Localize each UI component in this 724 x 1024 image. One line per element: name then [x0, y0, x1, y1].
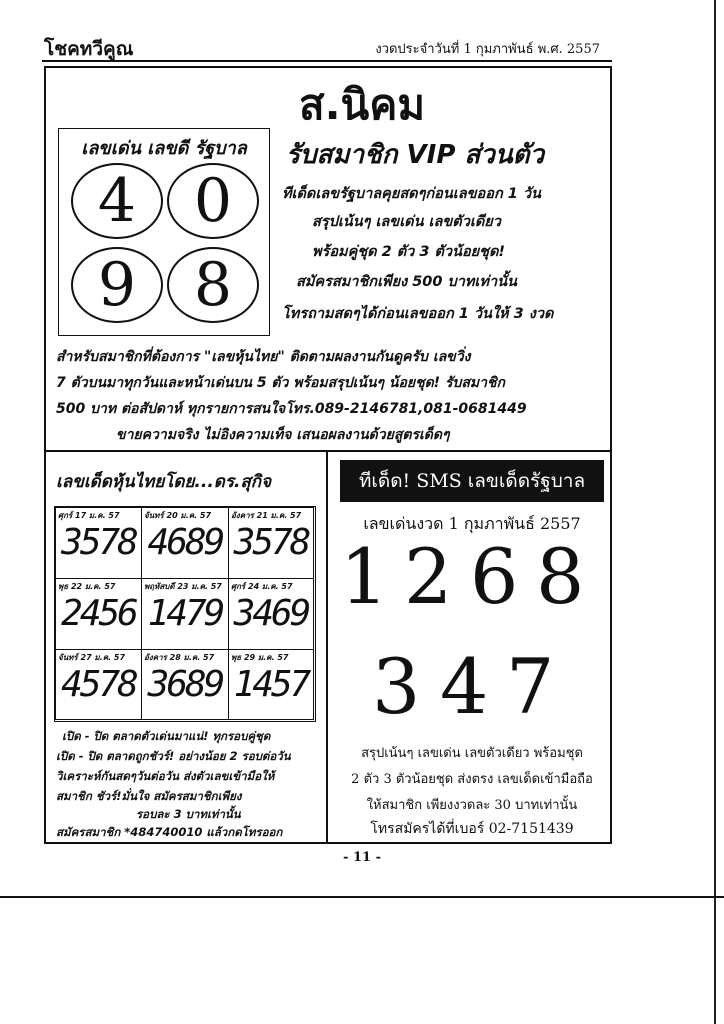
stock-cell [228, 578, 314, 650]
sms-digit: 7 [506, 642, 555, 731]
stock-cell [55, 578, 142, 650]
page-edge-line [714, 0, 716, 1024]
lucky-box-title: เลขเด่น เลขดี รัฐบาล [81, 138, 247, 159]
cell-date: พฤหัสบดี 23 ม.ค. 57 [144, 582, 222, 591]
sms-digit: 3 [372, 642, 421, 731]
vip-line: ทีเด็ดเลขรัฐบาลคุยสดๆก่อนเลขออก 1 วัน [282, 186, 541, 202]
cell-date: พุธ 22 ม.ค. 57 [58, 582, 116, 591]
cell-date: ศุกร์ 24 ม.ค. 57 [231, 582, 293, 591]
section-divider [44, 450, 612, 452]
sms-line: 2 ตัว 3 ตัวน้อยชุด ส่งตรง เลขเด็ดเข้ามือถือ [351, 772, 593, 787]
cell-date: อังคาร 28 ม.ค. 57 [144, 653, 215, 662]
stock-cell [141, 507, 229, 579]
page-bottom-rule [0, 896, 724, 898]
sms-phone-line: โทรสมัครได้ที่เบอร์ 02-7151439 [370, 821, 574, 837]
vip-line: โทรถามสดๆได้ก่อนเลขออก 1 วันให้ 3 งวด [282, 306, 554, 322]
cell-date: อังคาร 21 ม.ค. 57 [231, 511, 302, 520]
vip-line: พร้อมคู่ชุด 2 ตัว 3 ตัวน้อยชุด! [312, 244, 506, 260]
cell-number: 1479 [147, 593, 223, 634]
stock-cell [228, 649, 314, 720]
sms-banner: ทีเด็ด! SMS เลขเด็ดรัฐบาล [340, 460, 604, 502]
stock-cell [141, 578, 229, 650]
sms-date-line: เลขเด่นงวด 1 กุมภาพันธ์ 2557 [363, 514, 581, 533]
stock-box-line: เปิด - ปิด ตลาดตัวเด่นมาแน่! ทุกรอบคู่ชุด [62, 729, 271, 743]
sms-line: ให้สมาชิก เพียงงวดละ 30 บาทเท่านั้น [366, 798, 578, 813]
stock-cell [55, 507, 142, 579]
sms-digit: 1 [340, 532, 389, 621]
stock-cell [228, 507, 314, 579]
lucky-digit: 0 [167, 163, 259, 239]
cell-number: 1457 [233, 664, 309, 705]
stock-cell [55, 649, 142, 720]
lucky-digit: 9 [71, 247, 163, 323]
page-number: - 11 - [343, 850, 381, 865]
stock-cell [141, 649, 229, 720]
sms-digit: 8 [536, 532, 585, 621]
cell-number: 3689 [147, 664, 223, 705]
header-rule [42, 60, 612, 62]
cell-number: 2456 [61, 593, 136, 634]
sms-line: สรุปเน้นๆ เลขเด่น เลขตัวเดียว พร้อมชุด [361, 746, 583, 761]
stock-paragraph-line: 7 ตัวบนมาทุกวันและหน้าเด่นบน 5 ตัว พร้อมสรุปเน้นๆ น้อยชุด! รับสมาชิก [56, 375, 505, 391]
stock-box-title: เลขเด็ดหุ้นไทยโดย...ดร.สุกิจ [56, 472, 272, 492]
vip-line: สรุปเน้นๆ เลขเด่น เลขตัวเดียว [312, 214, 501, 230]
stock-box-line: สมัครสมาชิก *484740010 แล้วกดโทรออก [56, 825, 283, 839]
sms-digit: 4 [440, 642, 489, 731]
lucky-digit: 8 [167, 247, 259, 323]
stock-box-line: เปิด - ปิด ตลาดถูกชัวร์! อย่างน้อย 2 รอบต่อวัน [56, 749, 291, 763]
cell-number: 4689 [147, 522, 223, 563]
brand-title: ส.นิคม [298, 80, 426, 129]
lucky-digit: 4 [71, 163, 163, 239]
vip-line: สมัครสมาชิกเพียง 500 บาทเท่านั้น [296, 274, 517, 290]
stock-box-line: รอบละ 3 บาทเท่านั้น [136, 807, 241, 821]
cell-number: 3469 [233, 593, 309, 634]
cell-number: 4578 [61, 664, 136, 705]
magazine-name: โชคทวีคูณ [44, 38, 134, 60]
stock-box-line: วิเคราะห์กันสดๆวันต่อวัน ส่งตัวเลขเข้ามือให้ [56, 769, 275, 783]
cell-date: จันทร์ 20 ม.ค. 57 [144, 511, 212, 520]
lucky-number-box [58, 128, 270, 336]
cell-date: จันทร์ 27 ม.ค. 57 [58, 653, 126, 662]
issue-date: งวดประจำวันที่ 1 กุมภาพันธ์ พ.ศ. 2557 [375, 42, 600, 57]
stock-paragraph-line: ขายความจริง ไม่อิงความเท็จ เสนอผลงานด้วยสูตรเด็ดๆ [116, 427, 450, 443]
stock-paragraph-line: สำหรับสมาชิกที่ต้องการ "เลขหุ้นไทย" ติดตามผลงานกันดูครับ เลขวิ่ง [56, 349, 471, 365]
stock-number-grid [54, 506, 316, 722]
cell-number: 3578 [61, 522, 136, 563]
cell-date: ศุกร์ 17 ม.ค. 57 [58, 511, 120, 520]
cell-date: พุธ 29 ม.ค. 57 [231, 653, 289, 662]
sms-digit: 2 [404, 532, 453, 621]
cell-number: 3578 [233, 522, 309, 563]
stock-box-line: สมาชิก ชัวร์!มั่นใจ สมัครสมาชิกเพียง [56, 789, 242, 803]
column-divider [326, 452, 328, 844]
sms-digit: 6 [470, 532, 519, 621]
vip-title: รับสมาชิก VIP ส่วนตัว [286, 140, 545, 170]
stock-paragraph-line: 500 บาท ต่อสัปดาห์ ทุกรายการสนใจโทร.089-2146781,081-0681449 [56, 401, 527, 417]
